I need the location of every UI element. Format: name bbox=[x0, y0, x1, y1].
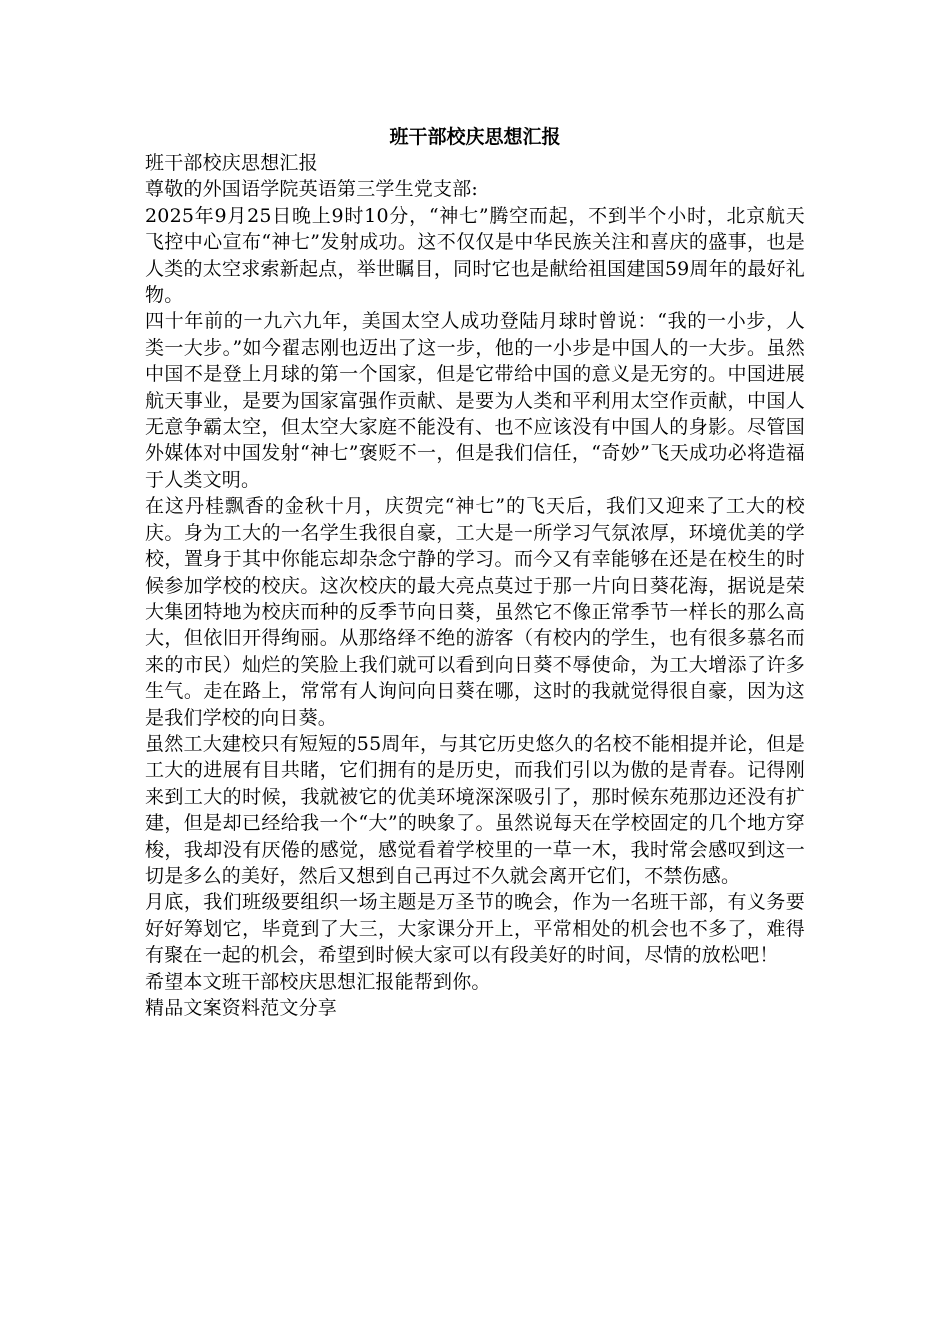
paragraph-school-anniversary: 在这丹桂飘香的金秋十月，庆贺完“神七”的飞天后，我们又迎来了工大的校庆。身为工大的一名学生我很自豪，工大是一所学习气氛浓厚，环境优美的学校，置身于其中你能忘却杂念宁静的学习。而今又有幸能够在还是在校生的时候参加学校的校庆。这次校庆的最大亮点莫过于那一片向日葵花海，据说是荣大集团特地为校庆而种的反季节向日葵，虽然它不像正常季节一样长的那么高大，但依旧开得绚丽。从那络绎不绝的游客（有校内的学生，也有很多慕名而来的市民）灿烂的笑脸上我们就可以看到向日葵不辱使命，为工大增添了许多生气。走在路上，常常有人询问向日葵在哪，这时的我就觉得很自豪，因为这是我们学校的向日葵。 bbox=[145, 495, 805, 729]
closing-line: 希望本文班干部校庆思想汇报能帮到你。 bbox=[145, 970, 491, 993]
salutation: 尊敬的外国语学院英语第三学生党支部: bbox=[145, 178, 479, 201]
paragraph-moon-landing: 四十年前的一九六九年，美国太空人成功登陆月球时曾说：“我的一小步，人类一大步。”如今翟志刚也迈出了这一步，他的一小步是中国人的一大步。虽然中国不是登上月球的第一个国家，但是它带给中国的意义是无穷的。中国进展航天事业，是要为国家富强作贡献、是要为人类和平利用太空作贡献，中国人无意争霸太空，但太空大家庭不能没有、也不应该没有中国人的身影。尽管国外媒体对中国发射“神七”褒贬不一，但是我们信任，“奇妙”飞天成功必将造福于人类文明。 bbox=[145, 310, 805, 491]
paragraph-halloween-party: 月底，我们班级要组织一场主题是万圣节的晚会，作为一名班干部，有义务要好好筹划它，毕竟到了大三，大家课分开上，平常相处的机会也不多了，难得有聚在一起的机会，希望到时候大家可以有段美好的时间，尽情的放松吧！ bbox=[145, 891, 805, 967]
document-body bbox=[145, 150, 805, 1021]
paragraph-school-history: 虽然工大建校只有短短的55周年，与其它历史悠久的名校不能相提并论，但是工大的进展有目共睹，它们拥有的是历史，而我们引以为傲的是青春。记得刚来到工大的时候，我就被它的优美环境深深吸引了，那时候东苑那边还没有扩建，但是却已经给我一个“大”的映象了。虽然说每天在学校固定的几个地方穿梭，我却没有厌倦的感觉，感觉看着学校里的一草一木，我时常会感叹到这一切是多么的美好，然后又想到自己再过不久就会离开它们，不禁伤感。 bbox=[145, 732, 805, 887]
paragraph-launch: 2025年9月25日晚上9时10分，“神七”腾空而起，不到半个小时，北京航天飞控中心宣布“神七”发射成功。这不仅仅是中华民族关注和喜庆的盛事，也是人类的太空求索新起点，举世瞩目，同时它也是献给祖国建国59周年的最好礼物。 bbox=[145, 204, 805, 307]
footer-line: 精品文案资料范文分享 bbox=[145, 997, 338, 1019]
document-title: 班干部校庆思想汇报 bbox=[389, 126, 561, 148]
subtitle-line: 班干部校庆思想汇报 bbox=[145, 152, 318, 174]
